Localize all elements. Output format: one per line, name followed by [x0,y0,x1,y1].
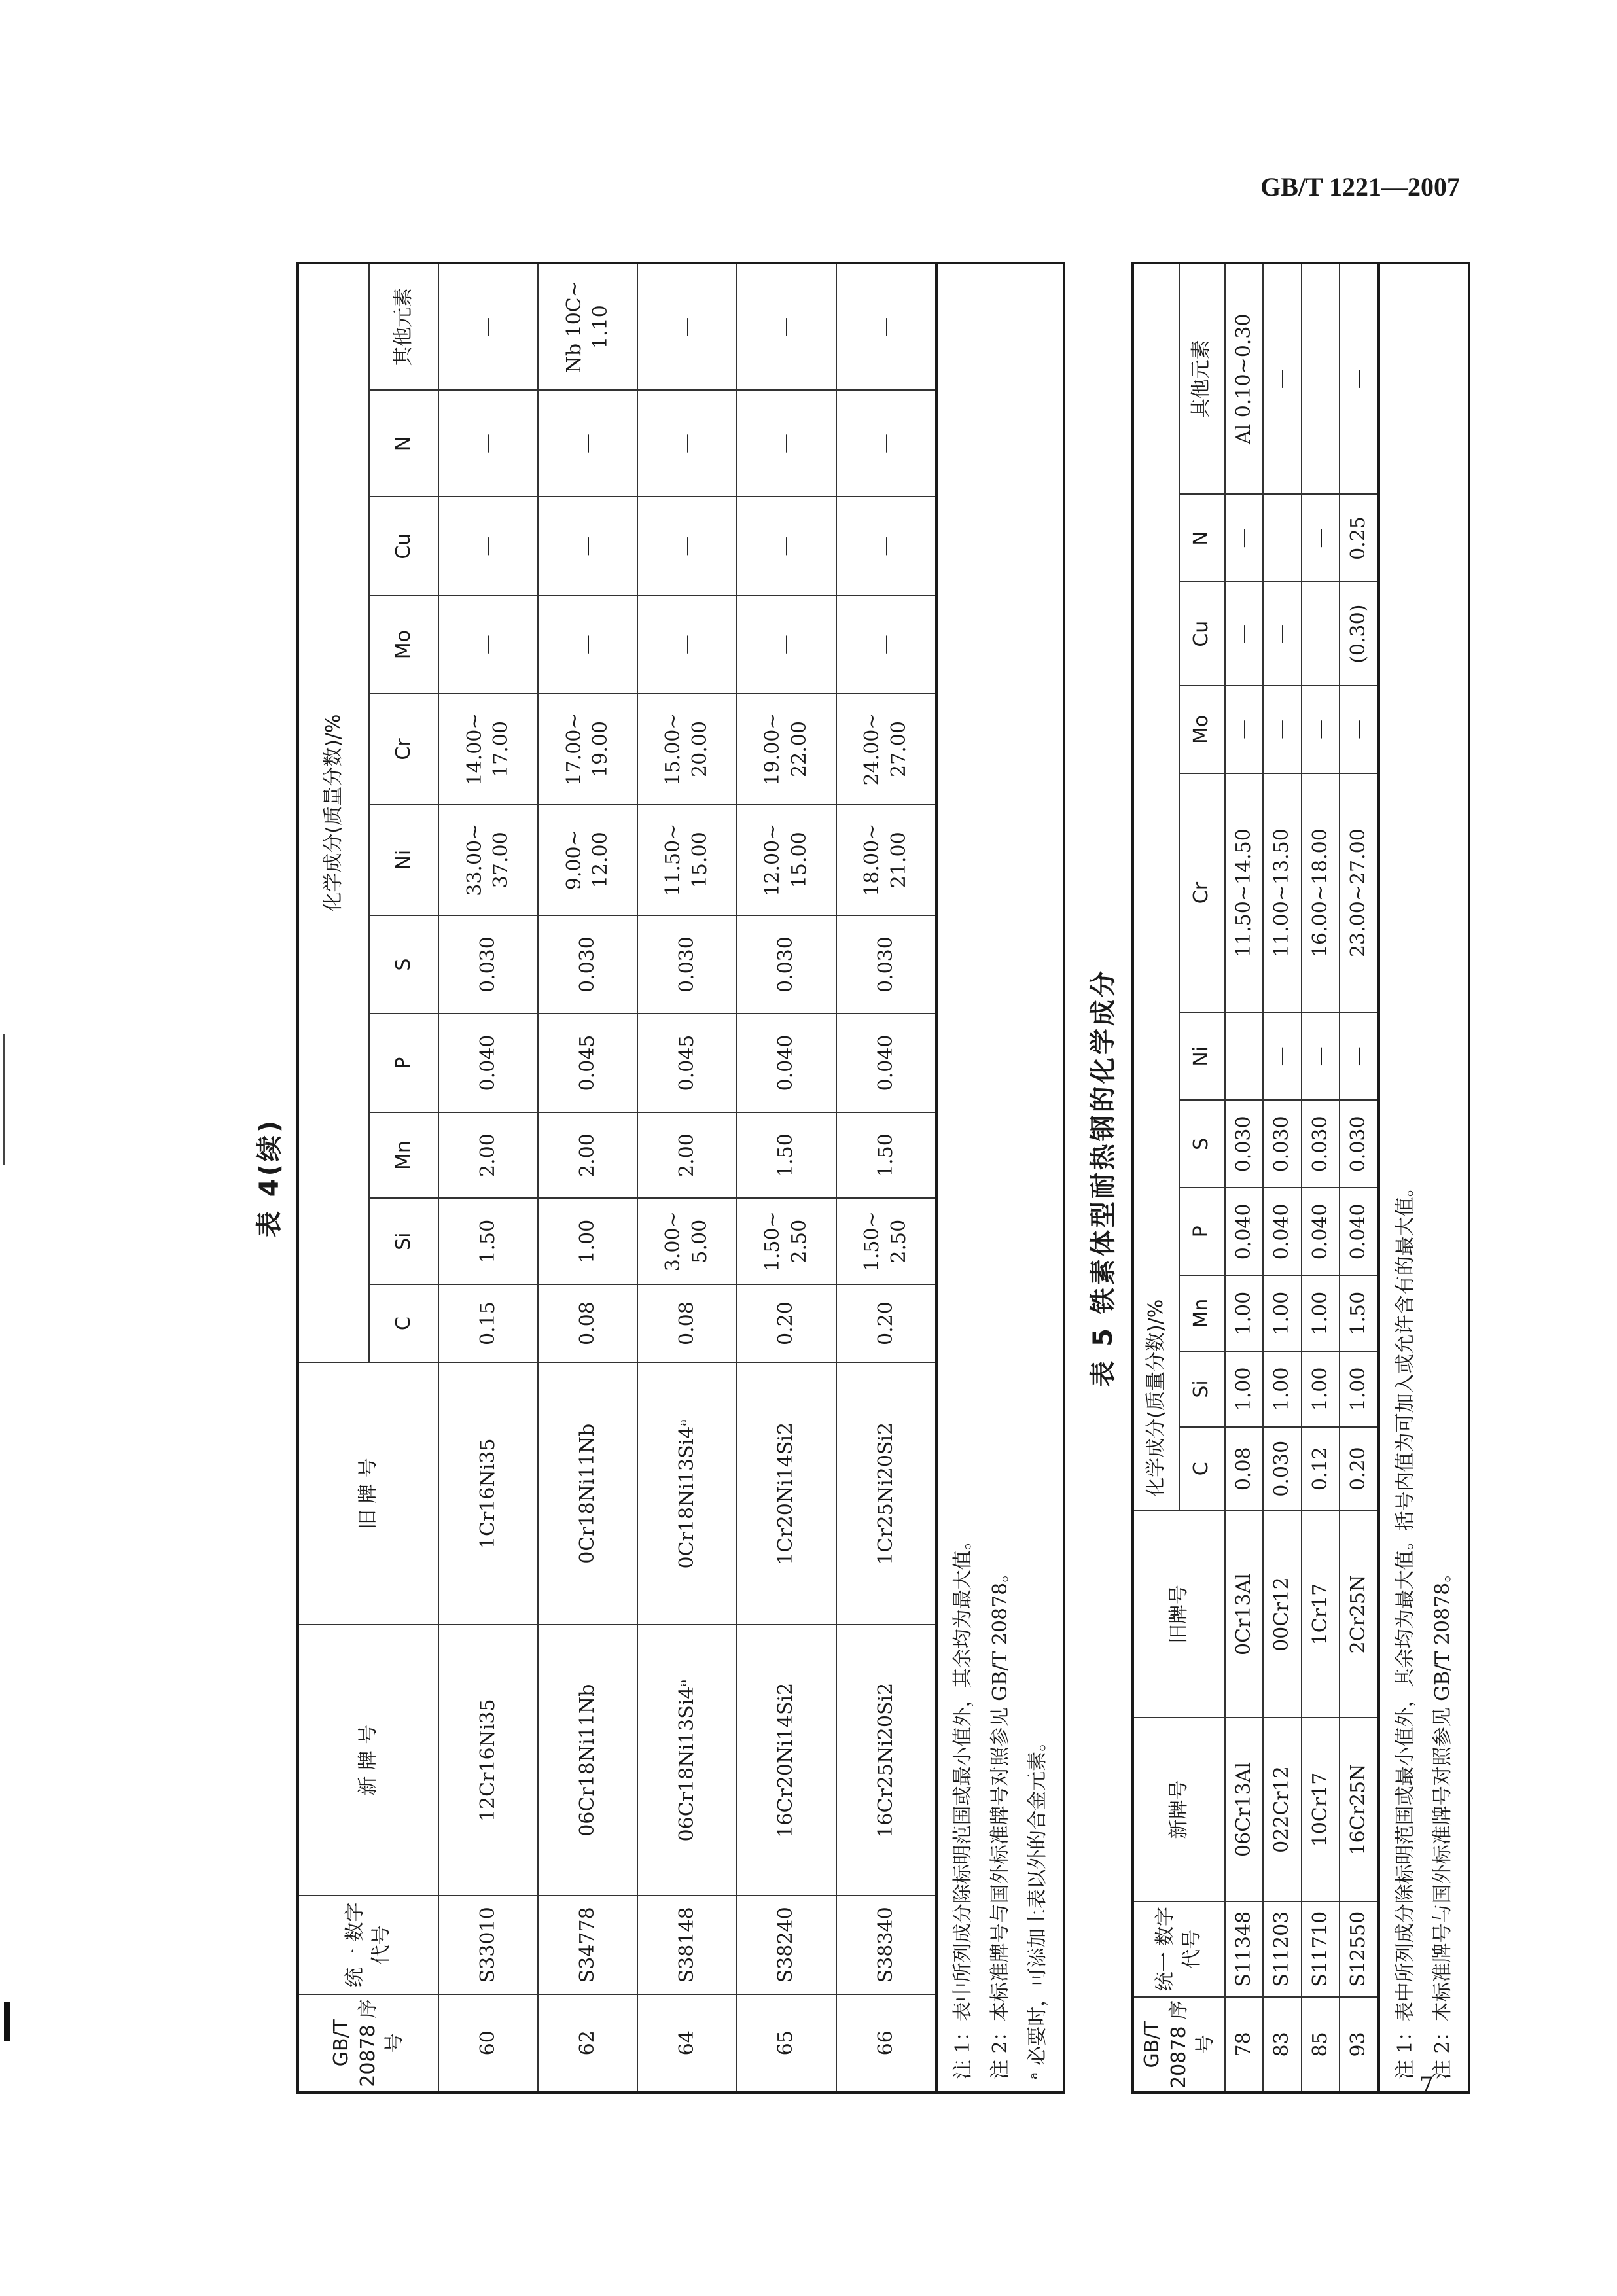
cell-old-grade: 2Cr25N [1340,1511,1379,1718]
cell-new-grade: 16Cr25Ni20Si2 [836,1625,936,1896]
cell-mo: — [637,595,737,694]
header-element: P [1179,1188,1225,1275]
cell-p: 0.040 [438,1014,538,1112]
cell-code: S11348 [1225,1901,1264,1997]
table5 [1131,262,1380,2094]
cell-code: S38240 [737,1896,836,1994]
cell-seq: 85 [1302,1997,1340,2093]
table4-note-2: 注 2：本标准牌号与国外标准牌号对照参见 GB/T 20878。 [989,1563,1012,2079]
header-seq: GB/T 20878 序号 [1133,1997,1225,2093]
header-code: 统一 数字 代号 [1133,1901,1225,1997]
cell-other [1302,263,1340,495]
cell-seq: 65 [737,1994,836,2093]
cell-cr: 14.00~ 17.00 [438,694,538,804]
header-new-grade: 新牌号 [1133,1718,1225,1901]
standard-number: GB/T 1221—2007 [1260,172,1460,202]
cell-other: — [637,263,737,390]
cell-seq: 60 [438,1994,538,2093]
cell-other: — [1340,263,1379,495]
table5-notes [1380,262,1470,2094]
cell-s: 0.030 [538,915,637,1014]
cell-new-grade: 06Cr13Al [1225,1718,1264,1901]
cell-mn: 1.50 [737,1112,836,1199]
cell-old-grade: 0Cr18Ni13Si4ᵃ [637,1362,737,1625]
cell-s: 0.030 [438,915,538,1014]
table4-footnote-a: ᵃ 必要时，可添加上表以外的合金元素。 [1026,1731,1049,2079]
cell-mo: — [1340,686,1379,773]
cell-mo: — [836,595,936,694]
cell-si: 1.50 [438,1198,538,1284]
cell-old-grade: 1Cr16Ni35 [438,1362,538,1625]
header-composition: 化学成分(质量分数)/% [298,263,369,1362]
cell-cr: 17.00~ 19.00 [538,694,637,804]
cell-old-grade: 0Cr13Al [1225,1511,1264,1718]
cell-mn: 1.50 [836,1112,936,1199]
cell-n: — [737,390,836,497]
cell-new-grade: 06Cr18Ni11Nb [538,1625,637,1896]
cell-cu: — [836,497,936,595]
cell-other: — [438,263,538,390]
table-row [538,263,637,2093]
header-element: N [1179,495,1225,582]
table4-notes [938,262,1065,2094]
header-element: C [369,1284,439,1362]
header-seq: GB/T 20878 序号 [298,1994,438,2093]
header-element: Mn [1179,1275,1225,1351]
table4-title: 表 4(续) [255,1118,285,1238]
header-element: Ni [1179,1012,1225,1100]
cell-cr: 16.00~18.00 [1302,773,1340,1012]
cell-c: 0.08 [637,1284,737,1362]
cell-cu: (0.30) [1340,582,1379,686]
cell-seq: 78 [1225,1997,1264,2093]
cell-si: 3.00~ 5.00 [637,1198,737,1284]
cell-cr: 24.00~ 27.00 [836,694,936,804]
cell-new-grade: 10Cr17 [1302,1718,1340,1901]
cell-si: 1.00 [538,1198,637,1284]
cell-new-grade: 16Cr25N [1340,1718,1379,1901]
header-element: Si [369,1198,439,1284]
table5-title: 表 5 铁素体型耐热钢的化学成分 [1088,968,1118,1387]
table5-note-1: 注 1：表中所列成分除标明范围或最小值外，其余均为最大值。括号内值为可加入或允许含有的最大值。 [1393,1177,1417,2079]
cell-cu [1302,582,1340,686]
header-composition: 化学成分(质量分数)/% [1133,263,1179,1511]
cell-cr: 15.00~ 20.00 [637,694,737,804]
cell-si: 1.00 [1225,1351,1264,1427]
cell-seq: 83 [1263,1997,1302,2093]
table-row [637,263,737,2093]
cell-cu: — [1225,582,1264,686]
cell-n: — [1302,495,1340,582]
cell-seq: 62 [538,1994,637,2093]
cell-seq: 66 [836,1994,936,2093]
cell-other: — [1263,263,1302,495]
page-number: 7 [1419,2073,1434,2100]
cell-cr: 23.00~27.00 [1340,773,1379,1012]
cell-code: S11710 [1302,1901,1340,1997]
cell-n: — [538,390,637,497]
cell-s: 0.030 [637,915,737,1014]
cell-old-grade: 1Cr17 [1302,1511,1340,1718]
cell-s: 0.030 [1340,1100,1379,1188]
cell-code: S38148 [637,1896,737,1994]
cell-mn: 1.50 [1340,1275,1379,1351]
cell-si: 1.50~ 2.50 [836,1198,936,1284]
cell-mn: 2.00 [438,1112,538,1199]
cell-other: Al 0.10~0.30 [1225,263,1264,495]
cell-ni: — [1302,1012,1340,1100]
cell-c: 0.08 [538,1284,637,1362]
cell-ni: — [1340,1012,1379,1100]
cell-si: 1.50~ 2.50 [737,1198,836,1284]
scan-edge-mark [3,1034,5,1165]
cell-n: — [836,390,936,497]
cell-c: 0.030 [1263,1427,1302,1511]
table5-note-2: 注 2：本标准牌号与国外标准牌号对照参见 GB/T 20878。 [1430,1563,1454,2079]
cell-cr: 11.50~14.50 [1225,773,1264,1012]
table4-header-row-1 [298,263,369,2093]
cell-mo: — [1225,686,1264,773]
cell-n: — [1225,495,1264,582]
header-element: Si [1179,1351,1225,1427]
cell-p: 0.040 [737,1014,836,1112]
header-new-grade: 新 牌 号 [298,1625,438,1896]
cell-n: 0.25 [1340,495,1379,582]
table4 [296,262,938,2094]
cell-code: S11203 [1263,1901,1302,1997]
cell-n [1263,495,1302,582]
cell-ni: 33.00~ 37.00 [438,805,538,915]
cell-p: 0.040 [1302,1188,1340,1275]
header-element: Mo [369,595,439,694]
cell-code: S33010 [438,1896,538,1994]
cell-mn: 1.00 [1225,1275,1264,1351]
table-row [1225,263,1264,2093]
cell-new-grade: 022Cr12 [1263,1718,1302,1901]
cell-cr: 11.00~13.50 [1263,773,1302,1012]
header-element: Ni [369,805,439,915]
cell-mo: — [538,595,637,694]
cell-n: — [637,390,737,497]
cell-s: 0.030 [737,915,836,1014]
cell-s: 0.030 [1263,1100,1302,1188]
scan-edge-mark [4,2002,10,2041]
cell-mo: — [1302,686,1340,773]
table-row [836,263,936,2093]
header-element: Cr [369,694,439,804]
cell-c: 0.15 [438,1284,538,1362]
cell-new-grade: 12Cr16Ni35 [438,1625,538,1896]
cell-c: 0.20 [737,1284,836,1362]
cell-mn: 1.00 [1263,1275,1302,1351]
table5-header-row-1 [1133,263,1179,2093]
cell-mo: — [438,595,538,694]
header-code: 统一 数字 代号 [298,1896,438,1994]
cell-c: 0.20 [1340,1427,1379,1511]
rotated-content [249,262,1479,2094]
table4-note-1: 注 1：表中所列成分除标明范围或最小值外，其余均为最大值。 [951,1530,974,2079]
header-element: Cu [1179,582,1225,686]
cell-new-grade: 06Cr18Ni13Si4ᵃ [637,1625,737,1896]
cell-c: 0.12 [1302,1427,1340,1511]
cell-old-grade: 0Cr18Ni11Nb [538,1362,637,1625]
cell-code: S38340 [836,1896,936,1994]
cell-ni [1225,1012,1264,1100]
header-old-grade: 旧牌号 [1133,1511,1225,1718]
cell-other: — [836,263,936,390]
cell-s: 0.030 [1302,1100,1340,1188]
header-element: N [369,390,439,497]
cell-mn: 1.00 [1302,1275,1340,1351]
cell-mo: — [1263,686,1302,773]
cell-ni: 18.00~ 21.00 [836,805,936,915]
cell-cu: — [1263,582,1302,686]
cell-p: 0.040 [836,1014,936,1112]
cell-seq: 64 [637,1994,737,2093]
table-row [1302,263,1340,2093]
cell-n: — [438,390,538,497]
header-old-grade: 旧 牌 号 [298,1362,438,1625]
cell-c: 0.20 [836,1284,936,1362]
cell-p: 0.040 [1340,1188,1379,1275]
header-element: 其他元素 [1179,263,1225,495]
cell-mn: 2.00 [637,1112,737,1199]
header-element: 其他元素 [369,263,439,390]
header-element: C [1179,1427,1225,1511]
header-element: Cu [369,497,439,595]
cell-cr: 19.00~ 22.00 [737,694,836,804]
cell-new-grade: 16Cr20Ni14Si2 [737,1625,836,1896]
cell-cu: — [737,497,836,595]
cell-s: 0.030 [836,915,936,1014]
header-element: P [369,1014,439,1112]
header-element: S [369,915,439,1014]
cell-cu: — [438,497,538,595]
cell-cu: — [538,497,637,595]
cell-ni: 12.00~ 15.00 [737,805,836,915]
cell-cu: — [637,497,737,595]
cell-code: S12550 [1340,1901,1379,1997]
cell-c: 0.08 [1225,1427,1264,1511]
table-row [1340,263,1379,2093]
cell-code: S34778 [538,1896,637,1994]
table-row [1263,263,1302,2093]
cell-si: 1.00 [1340,1351,1379,1427]
cell-si: 1.00 [1302,1351,1340,1427]
header-element: Cr [1179,773,1225,1012]
cell-ni: 11.50~ 15.00 [637,805,737,915]
cell-s: 0.030 [1225,1100,1264,1188]
cell-old-grade: 00Cr12 [1263,1511,1302,1718]
table-row [438,263,538,2093]
table-row [737,263,836,2093]
cell-p: 0.040 [1263,1188,1302,1275]
header-element: S [1179,1100,1225,1188]
cell-other: — [737,263,836,390]
cell-seq: 93 [1340,1997,1379,2093]
cell-ni: — [1263,1012,1302,1100]
cell-p: 0.045 [538,1014,637,1112]
cell-p: 0.040 [1225,1188,1264,1275]
header-element: Mn [369,1112,439,1199]
cell-ni: 9.00~ 12.00 [538,805,637,915]
cell-mn: 2.00 [538,1112,637,1199]
cell-other: Nb 10C~ 1.10 [538,263,637,390]
cell-si: 1.00 [1263,1351,1302,1427]
cell-mo: — [737,595,836,694]
header-element: Mo [1179,686,1225,773]
cell-old-grade: 1Cr25Ni20Si2 [836,1362,936,1625]
cell-old-grade: 1Cr20Ni14Si2 [737,1362,836,1625]
cell-p: 0.045 [637,1014,737,1112]
